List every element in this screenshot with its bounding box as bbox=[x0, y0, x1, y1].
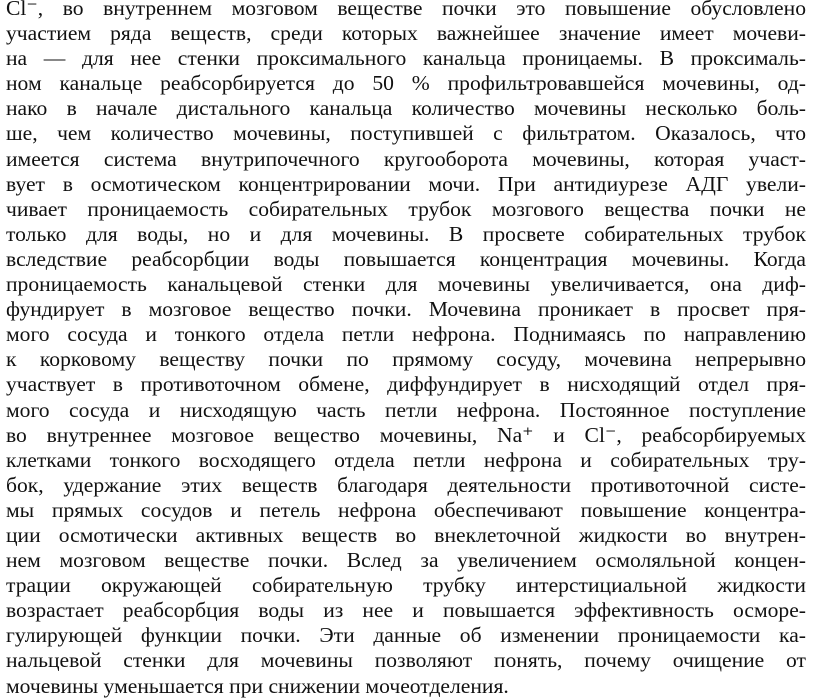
text-line: нако в начале дистального канальца количество мочевины несколько боль- bbox=[6, 96, 806, 121]
text-line: трации окружающей собирательную трубку интерстициальной жидкости bbox=[6, 573, 806, 598]
text-line: участием ряда веществ, среди которых важнейшее значение имеет мочеви- bbox=[6, 21, 806, 46]
text-line: чивает проницаемость собирательных трубок мозгового вещества почки не bbox=[6, 196, 806, 221]
text-line: мочевины уменьшается при снижении мочеотделения. bbox=[6, 673, 509, 698]
text-line: клетками тонкого восходящего отдела петли нефрона и собирательных тру- bbox=[6, 447, 806, 472]
text-line: ции осмотически активных веществ во внеклеточной жидкости во внутрен- bbox=[6, 522, 806, 547]
text-line: имеется система внутрипочечного кругооборота мочевины, которая участ- bbox=[6, 146, 806, 171]
text-line: проницаемость канальцевой стенки для мочевины увеличивается, она диф- bbox=[6, 272, 806, 297]
text-line: мы прямых сосудов и петель нефрона обеспечивают повышение концентра- bbox=[6, 497, 806, 522]
text-line: вует в осмотическом концентрировании мочи. При антидиурезе АДГ увели- bbox=[6, 171, 806, 196]
text-line: во внутреннее мозговое вещество мочевины, Na⁺ и Cl⁻, реабсорбируемых bbox=[6, 422, 806, 447]
text-line: нальцевой стенки для мочевины позволяют понять, почему очищение от bbox=[6, 648, 806, 673]
text-line: Cl⁻, во внутреннем мозговом веществе почки это повышение обусловлено bbox=[6, 0, 806, 20]
text-line: возрастает реабсорбция воды из нее и повышается эффективность осморе- bbox=[6, 598, 806, 623]
text-line: бок, удержание этих веществ благодаря деятельности противоточной систе- bbox=[6, 472, 806, 497]
text-line: фундирует в мозговое вещество почки. Мочевина проникает в просвет пря- bbox=[6, 297, 806, 322]
text-line: мого сосуда и нисходящую часть петли нефрона. Постоянное поступление bbox=[6, 397, 806, 422]
text-line: ше, чем количество мочевины, поступившей с фильтратом. Оказалось, что bbox=[6, 121, 806, 146]
text-line: мого сосуда и тонкого отдела петли нефрона. Поднимаясь по направлению bbox=[6, 322, 806, 347]
text-line: вследствие реабсорбции воды повышается концентрация мочевины. Когда bbox=[6, 246, 806, 271]
text-line: только для воды, но и для мочевины. В просвете собирательных трубок bbox=[6, 221, 806, 246]
text-line: гулирующей функции почки. Эти данные об изменении проницаемости ка- bbox=[6, 623, 806, 648]
document-page bbox=[6, 0, 806, 699]
text-line: нем мозговом веществе почки. Вслед за увеличением осмоляльной концен- bbox=[6, 548, 806, 573]
text-line: к корковому веществу почки по прямому сосуду, мочевина непрерывно bbox=[6, 347, 806, 372]
text-line: ном канальце реабсорбируется до 50 % профильтровавшейся мочевины, од- bbox=[6, 71, 806, 96]
text-line: на — для нее стенки проксимального канальца проницаемы. В проксималь- bbox=[6, 46, 806, 71]
text-line: участвует в противоточном обмене, диффундирует в нисходящий отдел пря- bbox=[6, 372, 806, 397]
